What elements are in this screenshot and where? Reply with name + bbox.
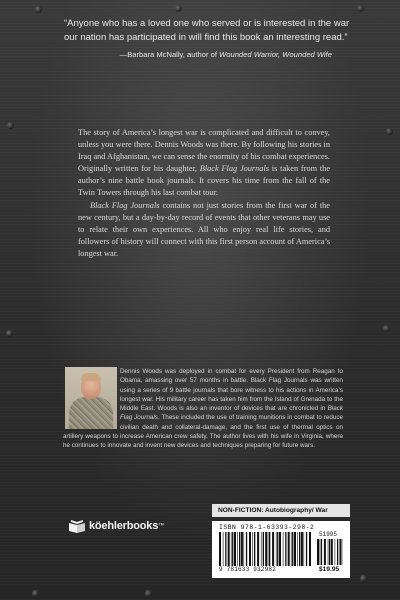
author-bio: Dennis Woods was deployed in combat for every President from Reagan to Obama, amassing over 57 months in battle. Black Flag Journals was written using a series of 9 battle journals that bore witness to his actions in America’s longest war. His military career has taken him from the Island of Grenada to the Middle East. Woods is also an inventor of devices that are chronicled in Black Flag Journals. These included the use of training munitions in combat to reduce civilian death and collateral-damage, and the first use of thermal optics on artillery weapons to increase American crew safety. The author lives with his wife in Virginia, where he continues to innovate and invent new devices and techniques preparing for future wars. bbox=[63, 368, 343, 450]
bolt-icon bbox=[32, 590, 39, 597]
bolt-icon bbox=[383, 325, 390, 332]
quote-text: “Anyone who has a loved one who served or is interested in the war our nation has participated in will find this book an interesting read.” bbox=[64, 18, 350, 43]
endorsement-quote bbox=[64, 17, 352, 60]
publisher-name: köehlerbooks bbox=[89, 520, 159, 532]
addon-barcode bbox=[317, 539, 343, 565]
bolt-icon bbox=[360, 575, 367, 582]
book-title: Black Flag Journals bbox=[120, 405, 343, 422]
bolt-icon bbox=[35, 6, 42, 13]
bolt-icon bbox=[145, 590, 152, 597]
isbn-number: ISBN 978-1-63393-298-2 bbox=[219, 524, 315, 531]
price-label: $19.95 bbox=[319, 566, 340, 573]
book-description bbox=[78, 127, 330, 260]
barcode-block bbox=[212, 521, 350, 578]
publisher-book-icon bbox=[68, 519, 86, 533]
trademark-mark: ™ bbox=[158, 523, 164, 529]
ean-digits: 9 781633 932982 bbox=[219, 566, 277, 573]
quote-attribution-title: Wounded Warrior, Wounded Wife bbox=[219, 50, 332, 59]
category-label: NON-FICTION: Autobiography/ War bbox=[212, 504, 350, 517]
bolt-icon bbox=[7, 122, 14, 129]
publisher-logo bbox=[68, 519, 164, 533]
book-title: Black Flag Journals bbox=[199, 164, 269, 174]
book-title: Black Flag Journals bbox=[90, 200, 160, 210]
description-paragraph-2: Black Flag Journals contains not just stories from the first war of the new century, but a day-by-day record of events that other veterans may use to relate their own experiences. All who enjoy real life stories, and followers of history will connect with this first person account of America’s longest war. bbox=[78, 200, 330, 258]
bolt-icon bbox=[6, 330, 13, 337]
bolt-icon bbox=[386, 128, 393, 135]
price-addon-code: 51995 bbox=[319, 531, 338, 538]
ean-barcode bbox=[219, 532, 311, 566]
bolt-icon bbox=[357, 5, 364, 12]
description-paragraph-1: The story of America’s longest war is complicated and difficult to convey, unless you were there. Dennis Woods was there. By following his stories in Iraq and Afghanistan, we can sense the enormity of his combat experiences. Originally written for his daughter, Black Flag Journals is taken from the author’s nine battle book journals. It covers his time from the fall of the Twin Towers through his last combat tour. bbox=[78, 128, 330, 198]
quote-attribution: —Barbara McNally, author of Wounded Warrior, Wounded Wife bbox=[119, 50, 332, 59]
bolt-icon bbox=[175, 5, 182, 12]
